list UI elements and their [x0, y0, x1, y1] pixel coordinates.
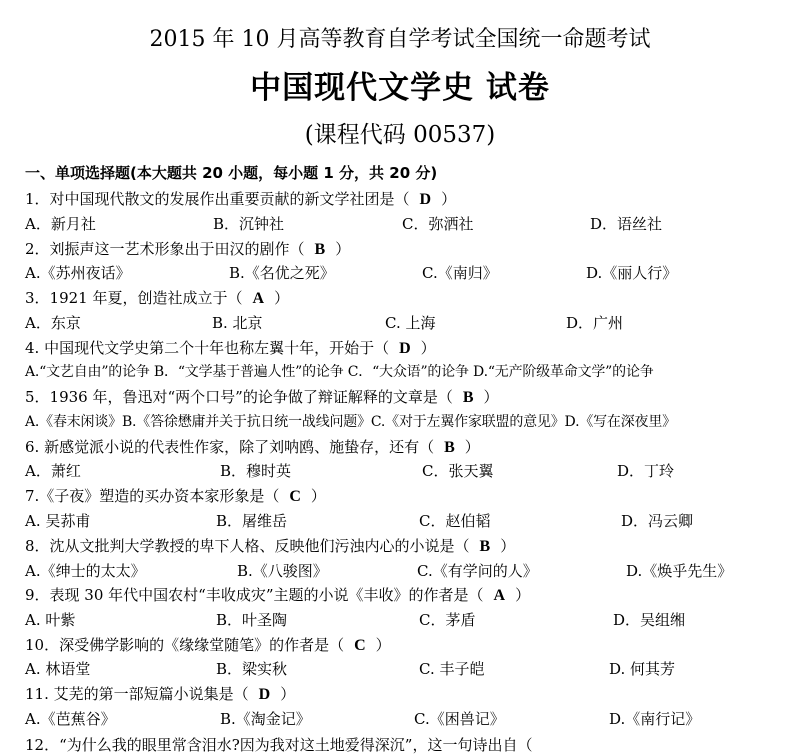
options-row-2	[25, 262, 800, 284]
options-row-7	[25, 510, 800, 532]
option-d: D．语丝社	[590, 215, 663, 233]
option-b: B．叶圣陶	[216, 611, 288, 629]
option-b: B．梁实秋	[216, 660, 288, 678]
question-close: ）	[515, 586, 531, 604]
option-d: D．广州	[566, 314, 624, 332]
question-10	[25, 634, 391, 657]
answer-mark: A	[493, 587, 506, 604]
question-close: ）	[310, 487, 326, 505]
question-stem: 10．深受佛学影响的《缘缘堂随笔》的作者是（	[25, 636, 345, 654]
option-d: D.《焕乎先生》	[626, 562, 733, 580]
option-a: A.《苏州夜话》	[25, 264, 131, 282]
question-close: ）	[500, 537, 516, 555]
question-stem: 1．对中国现代散文的发展作出重要贡献的新文学社团是（	[25, 190, 410, 208]
options-row-9	[25, 609, 800, 631]
option-a: A．东京	[25, 314, 81, 332]
option-d: D．冯云卿	[621, 512, 694, 530]
question-stem: 2．刘振声这一艺术形象出于田汉的剧作（	[25, 240, 305, 258]
question-close: ）	[441, 190, 457, 208]
option-b: B．穆时英	[220, 462, 292, 480]
option-c: C.《困兽记》	[414, 710, 505, 728]
option-c: C．张天翼	[422, 462, 494, 480]
question-5	[25, 386, 499, 409]
option-c: C．茅盾	[419, 611, 476, 629]
question-9	[25, 584, 530, 607]
option-b: B.《名优之死》	[229, 264, 335, 282]
options-row-10	[25, 658, 800, 680]
answer-mark: B	[462, 389, 474, 406]
option-a: A.《绅士的太太》	[25, 562, 146, 580]
options-row-8	[25, 560, 800, 582]
question-7	[25, 485, 326, 508]
question-stem: 5．1936 年，鲁迅对“两个口号”的论争做了辩证解释的文章是（	[25, 388, 453, 406]
question-close: ）	[335, 240, 351, 258]
question-close: ）	[375, 636, 391, 654]
option-d: D．丁玲	[617, 462, 675, 480]
question-stem: 3．1921 年夏，创造社成立于（	[25, 289, 243, 307]
options-row-11	[25, 708, 800, 730]
answer-mark: B	[479, 538, 491, 555]
option-a: A．萧红	[25, 462, 81, 480]
option-a: A. 林语堂	[25, 660, 91, 678]
option-line: A.“文艺自由”的论争 B．“文学基于普遍人性”的论争 C．“大众语”的论争 D.“无产阶级革命文学”的论争	[25, 364, 654, 380]
question-close: ）	[464, 438, 480, 456]
question-stem: 9．表现 30 年代中国农村“丰收成灾”主题的小说《丰收》的作者是（	[25, 586, 484, 604]
question-close: ）	[420, 339, 436, 357]
option-line: A.《春末闲谈》B.《答徐懋庸并关于抗日统一战线问题》C.《对于左翼作家联盟的意见》D.《写在深夜里》	[25, 414, 676, 430]
option-d: D.《丽人行》	[586, 264, 678, 282]
question-stem: 8．沈从文批判大学教授的卑下人格、反映他们污浊内心的小说是（	[25, 537, 470, 555]
options-row-4	[25, 361, 800, 383]
question-4	[25, 337, 436, 360]
option-b: B. 北京	[212, 314, 263, 332]
option-b: B.《八骏图》	[237, 562, 328, 580]
option-a: A. 叶紫	[25, 611, 76, 629]
exam-header-line: 2015 年 10 月高等教育自学考试全国统一命题考试	[149, 27, 651, 52]
question-stem: 11. 艾芜的第一部短篇小说集是（	[25, 685, 249, 703]
question-stem: 6. 新感觉派小说的代表性作家，除了刘呐鸥、施蛰存，还有（	[25, 438, 435, 456]
question-close: ）	[280, 685, 296, 703]
section-title: 一、单项选择题(本大题共 20 小题，每小题 1 分，共 20 分)	[25, 164, 438, 182]
course-code: (课程代码 00537)	[304, 122, 496, 148]
option-c: C．赵伯韬	[419, 512, 491, 530]
option-c: C.《南归》	[422, 264, 498, 282]
answer-mark: B	[314, 241, 326, 258]
question-11	[25, 683, 295, 706]
question-12-partial: 12．“为什么我的眼里常含泪水?因为我对这土地爱得深沉”，这一句诗出自（	[25, 736, 533, 754]
question-stem: 7.《子夜》塑造的买办资本家形象是（	[25, 487, 280, 505]
option-d: D.《南行记》	[609, 710, 701, 728]
answer-mark: B	[444, 439, 455, 456]
question-6	[25, 436, 480, 459]
options-row-6	[25, 460, 800, 482]
answer-mark: D	[419, 191, 432, 208]
option-d: D．吴组缃	[613, 611, 686, 629]
answer-mark: C	[289, 488, 301, 505]
option-c: C．弥洒社	[402, 215, 474, 233]
question-1	[25, 188, 456, 211]
question-8	[25, 535, 515, 558]
exam-title: 中国现代文学史 试卷	[250, 70, 550, 106]
answer-mark: A	[252, 290, 265, 307]
option-c: C. 丰子皑	[419, 660, 485, 678]
question-2	[25, 238, 350, 261]
option-b: B．沉钟社	[213, 215, 285, 233]
option-d: D. 何其芳	[609, 660, 676, 678]
answer-mark: C	[354, 637, 366, 654]
question-3	[25, 287, 289, 310]
option-c: C.《有学问的人》	[417, 562, 538, 580]
options-row-3	[25, 312, 800, 334]
option-b: B.《淘金记》	[220, 710, 311, 728]
option-a: A．新月社	[25, 215, 96, 233]
option-c: C. 上海	[385, 314, 436, 332]
answer-mark: D	[258, 686, 271, 703]
question-stem: 4. 中国现代文学史第二个十年也称左翼十年，开始于（	[25, 339, 390, 357]
option-a: A.《芭蕉谷》	[25, 710, 116, 728]
question-close: ）	[483, 388, 499, 406]
question-close: ）	[274, 289, 290, 307]
option-a: A. 吴荪甫	[25, 512, 91, 530]
answer-mark: D	[399, 340, 411, 357]
option-b: B．屠维岳	[216, 512, 288, 530]
options-row-5	[25, 411, 800, 433]
options-row-1	[25, 213, 800, 235]
